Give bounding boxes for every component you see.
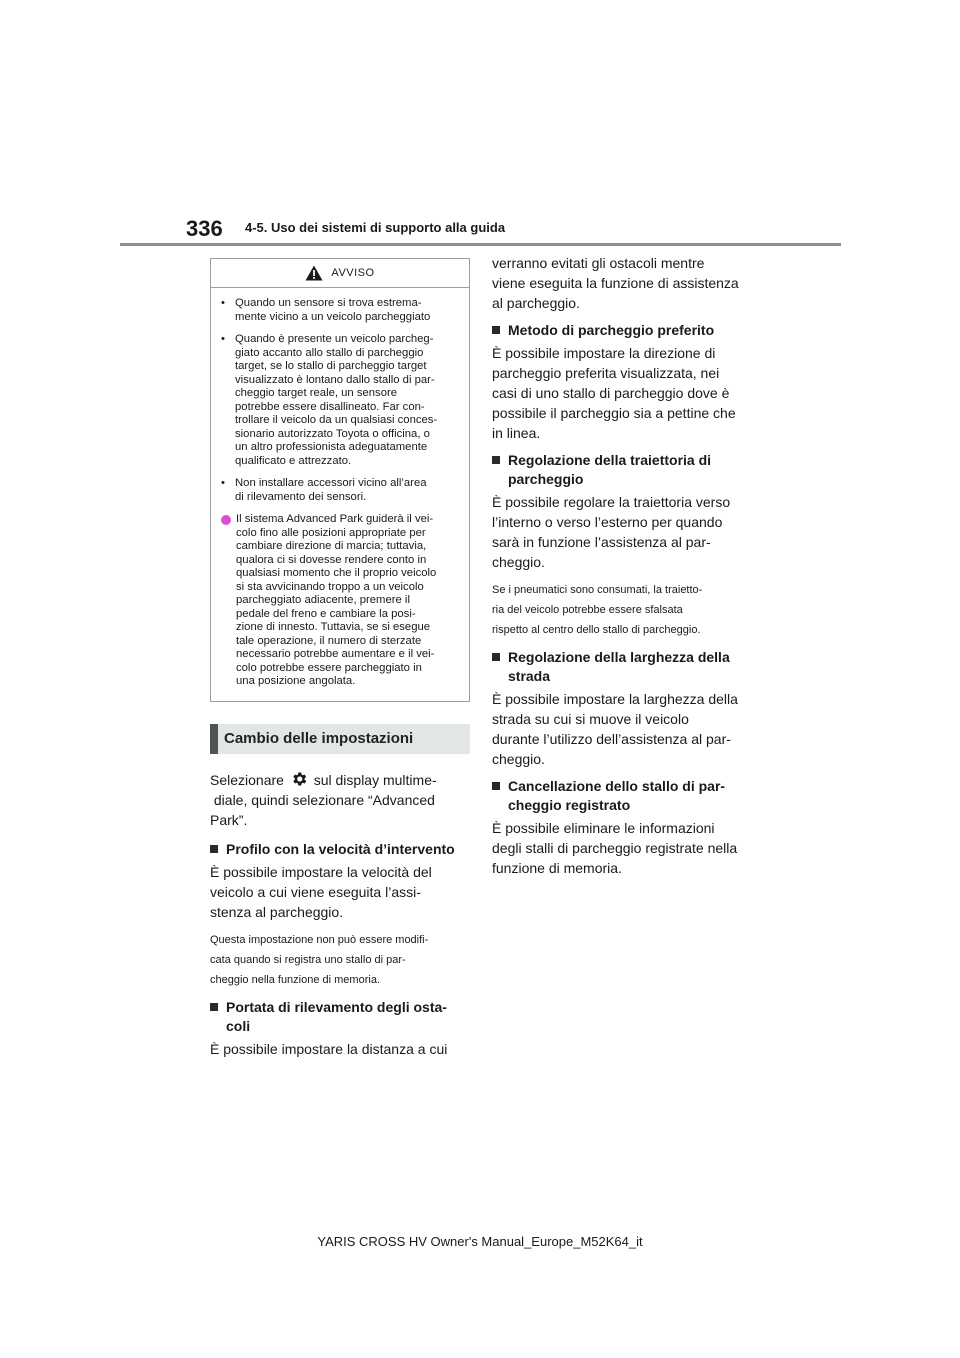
right-column xyxy=(492,253,748,886)
warning-body xyxy=(211,288,469,701)
settings-heading: Cambio delle impostazioni xyxy=(210,724,470,754)
magenta-dot-icon xyxy=(221,515,231,525)
trajectory-text: È possibile regolare la traiettoria verso l’interno o verso l’esterno per quando sarà in funzione l’assistenza al par- cheggio. xyxy=(492,494,731,570)
warning-item: • Quando è presente un veicolo parcheg- giato accanto allo stallo di parcheggio target, se lo stallo di parcheggio target visualizzato è lontano dallo stallo di par- cheggio target reale, un sensore potrebbe essere disallineato. Far con- trollare il veicolo da un qualsiasi conces- sionario autorizzato Toyota o officina, o un altro professionista adeguatamente qualificato e attrezzato. xyxy=(221,333,438,467)
subheading-trajectory: Regolazione della traiettoria di parcheggio xyxy=(492,451,748,489)
warning-item: • Non installare accessori vicino all’area di rilevamento dei sensori. xyxy=(221,477,427,503)
subheading-preferred-method: Metodo di parcheggio preferito xyxy=(492,321,748,340)
detection-range-text-cont: verranno evitati gli ostacoli mentre viene eseguita la funzione di assistenza al parcheggio. xyxy=(492,255,739,311)
square-bullet-icon xyxy=(492,326,500,334)
subheading-road-width: Regolazione della larghezza della strada xyxy=(492,648,748,686)
square-bullet-icon xyxy=(492,456,500,464)
square-bullet-icon xyxy=(492,653,500,661)
page-number: 336 xyxy=(186,216,223,241)
footer-manual-id: YARIS CROSS HV Owner's Manual_Europe_M52K64_it xyxy=(317,1234,643,1249)
header-rule xyxy=(120,243,841,246)
warning-header xyxy=(211,259,469,288)
detection-range-text: È possibile impostare la distanza a cui xyxy=(210,1040,448,1057)
square-bullet-icon xyxy=(210,845,218,853)
subheading-detection-range: Portata di rilevamento degli osta- coli xyxy=(210,998,470,1036)
square-bullet-icon xyxy=(492,782,500,790)
left-column xyxy=(210,258,470,1067)
subheading-speed-profile: Profilo con la velocità d’intervento xyxy=(210,840,470,859)
trajectory-note: Se i pneumatici sono consumati, la traietto- ria del veicolo potrebbe essere sfalsata rispetto al centro dello stallo di parcheggio. xyxy=(492,584,703,636)
subheading-delete-stall: Cancellazione dello stallo di par- cheggio registrato xyxy=(492,777,748,815)
gear-icon xyxy=(290,770,308,788)
warning-box xyxy=(210,258,470,702)
warning-triangle-icon xyxy=(305,265,323,281)
speed-profile-text: È possibile impostare la velocità del veicolo a cui viene eseguita l’assi- stenza al parcheggio. xyxy=(210,863,432,920)
settings-intro: Selezionare sul display multime- diale, quindi selezionare “Advanced Park”. xyxy=(210,771,437,828)
speed-profile-note: Questa impostazione non può essere modifi- cata quando si registra uno stallo di par- cheggio nella funzione di memoria. xyxy=(210,933,429,986)
warning-note: Il sistema Advanced Park guiderà il vei- colo fino alle posizioni appropriate per cambiare direzione di marcia; tuttavia, qualora ci si dovesse rendere conto in qualsiasi momento che il proprio veicolo si sta avvicinando troppo a un veicolo parcheggiato adiacente, premere il pedale del freno e cambiare la posi- zione di innesto. Tuttavia, se si esegue tale operazione, il numero di sterzate necessario potrebbe aumentare e il vei- colo potrebbe essere parcheggiato in una posizione angolata. xyxy=(221,513,459,689)
square-bullet-icon xyxy=(210,1003,218,1011)
warning-item: • Quando un sensore si trova estrema- mente vicino a un veicolo parcheggiato xyxy=(221,297,431,323)
road-width-text: È possibile impostare la larghezza della strada su cui si muove il veicolo durante l’utilizzo dell’assistenza al par- cheggio. xyxy=(492,691,738,767)
preferred-method-text: È possibile impostare la direzione di parcheggio preferita visualizzata, nei casi di uno stallo di parcheggio dove è possibile il parcheggio sia a pettine che in linea. xyxy=(492,345,736,441)
delete-stall-text: È possibile eliminare le informazioni degli stalli di parcheggio registrate nella funzione di memoria. xyxy=(492,820,738,876)
section-title: 4-5. Uso dei sistemi di supporto alla guida xyxy=(245,220,506,235)
warning-title: AVVISO xyxy=(331,267,375,279)
